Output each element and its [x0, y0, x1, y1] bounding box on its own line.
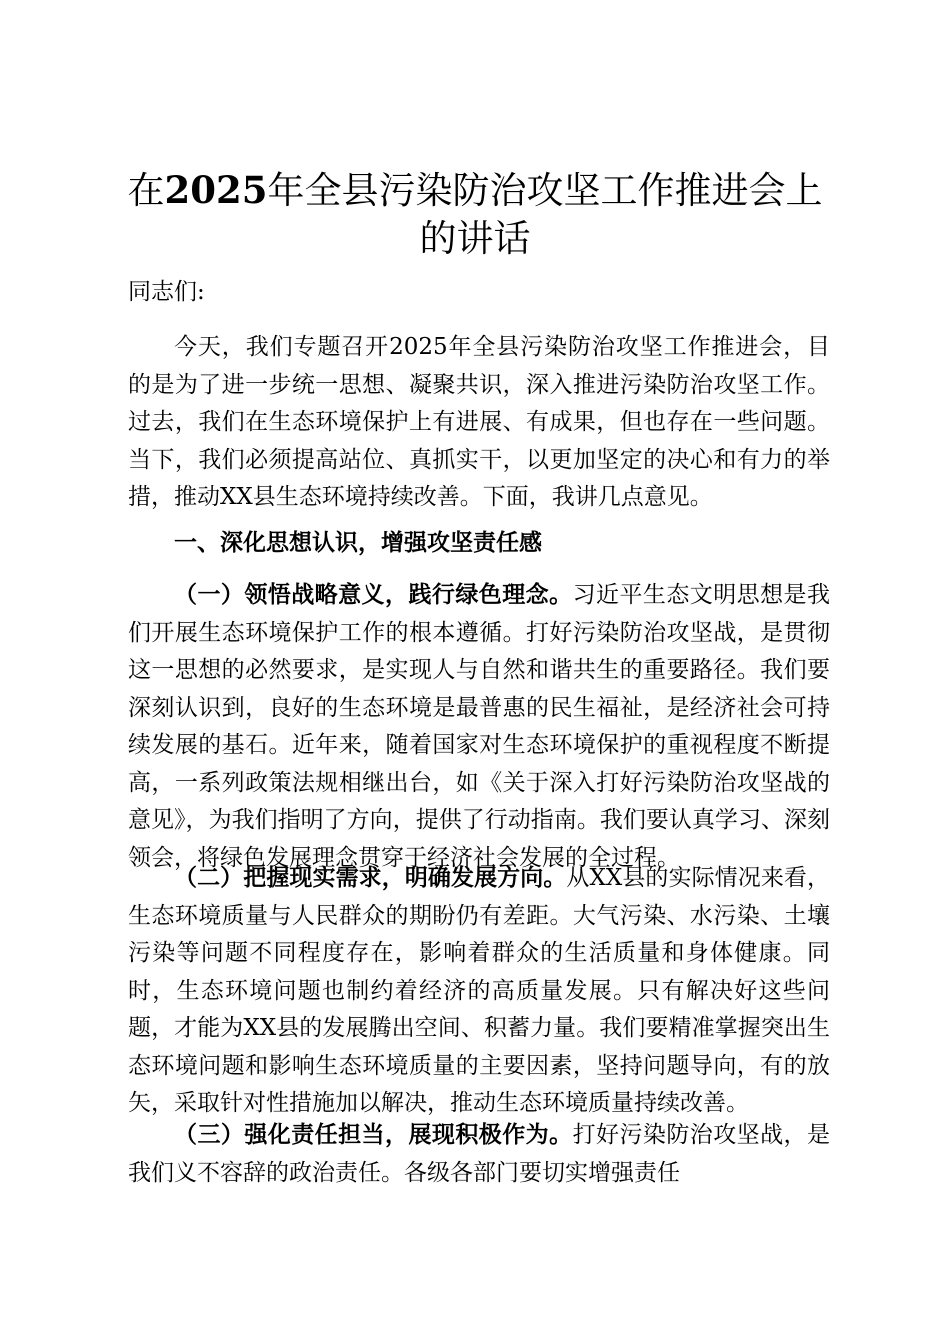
subsection-2-body: 从XX县的实际情况来看，生态环境质量与人民群众的期盼仍有差距。大气污染、水污染、土壤污染等问题不同程度存在，影响着群众的生活质量和身体健康。同时，生态环境问题也制约着经济的高质量发展。只有解决好这些问题，才能为XX县的发展腾出空间、积蓄力量。我们要精准掌握突出生态环境问题和影响生态环境质量的主要因素，坚持问题导向，有的放矢，采取针对性措施加以解决，推动生态环境质量持续改善。	[128, 865, 831, 1116]
salutation: 同志们:	[128, 279, 205, 305]
subsection-3-paragraph	[128, 1117, 830, 1192]
subsection-3-lead: （三）强化责任担当，展现积极作为。	[174, 1122, 573, 1148]
subsection-1-lead: （一）领悟战略意义，践行绿色理念。	[174, 582, 573, 608]
subsection-2-lead: （二）把握现实需求，明确发展方向。	[174, 865, 567, 891]
subsection-1-paragraph	[128, 577, 830, 877]
intro-paragraph: 今天，我们专题召开2025年全县污染防治攻坚工作推进会，目的是为了进一步统一思想、凝聚共识，深入推进污染防治攻坚工作。过去，我们在生态环境保护上有进展、有成果，但也存在一些问题。当下，我们必须提高站位、真抓实干，以更加坚定的决心和有力的举措，推动XX县生态环境持续改善。下面，我讲几点意见。	[128, 334, 830, 510]
document-title	[120, 166, 830, 263]
subsection-1-body: 习近平生态文明思想是我们开展生态环境保护工作的根本遵循。打好污染防治攻坚战，是贯彻这一思想的必然要求，是实现人与自然和谐共生的重要路径。我们要深刻认识到，良好的生态环境是最普惠的民生福祉，是经济社会可持续发展的基石。近年来，随着国家对生态环境保护的重视程度不断提高，一系列政策法规相继出台，如《关于深入打好污染防治攻坚战的意见》，为我们指明了方向，提供了行动指南。我们要认真学习、深刻领会，将绿色发展理念贯穿于经济社会发展的全过程。	[128, 582, 831, 871]
section-heading-1: 一、深化思想认识，增强攻坚责任感	[174, 530, 542, 556]
title-prefix: 在	[127, 169, 165, 212]
title-suffix: 年全县污染防治攻坚工作推进会上的讲话	[267, 169, 823, 260]
subsection-3-body: 打好污染防治攻坚战，是我们义不容辞的政治责任。各级各部门要切实增强责任	[128, 1122, 831, 1186]
title-year: 2025	[164, 168, 268, 212]
subsection-2-paragraph	[128, 860, 830, 1123]
